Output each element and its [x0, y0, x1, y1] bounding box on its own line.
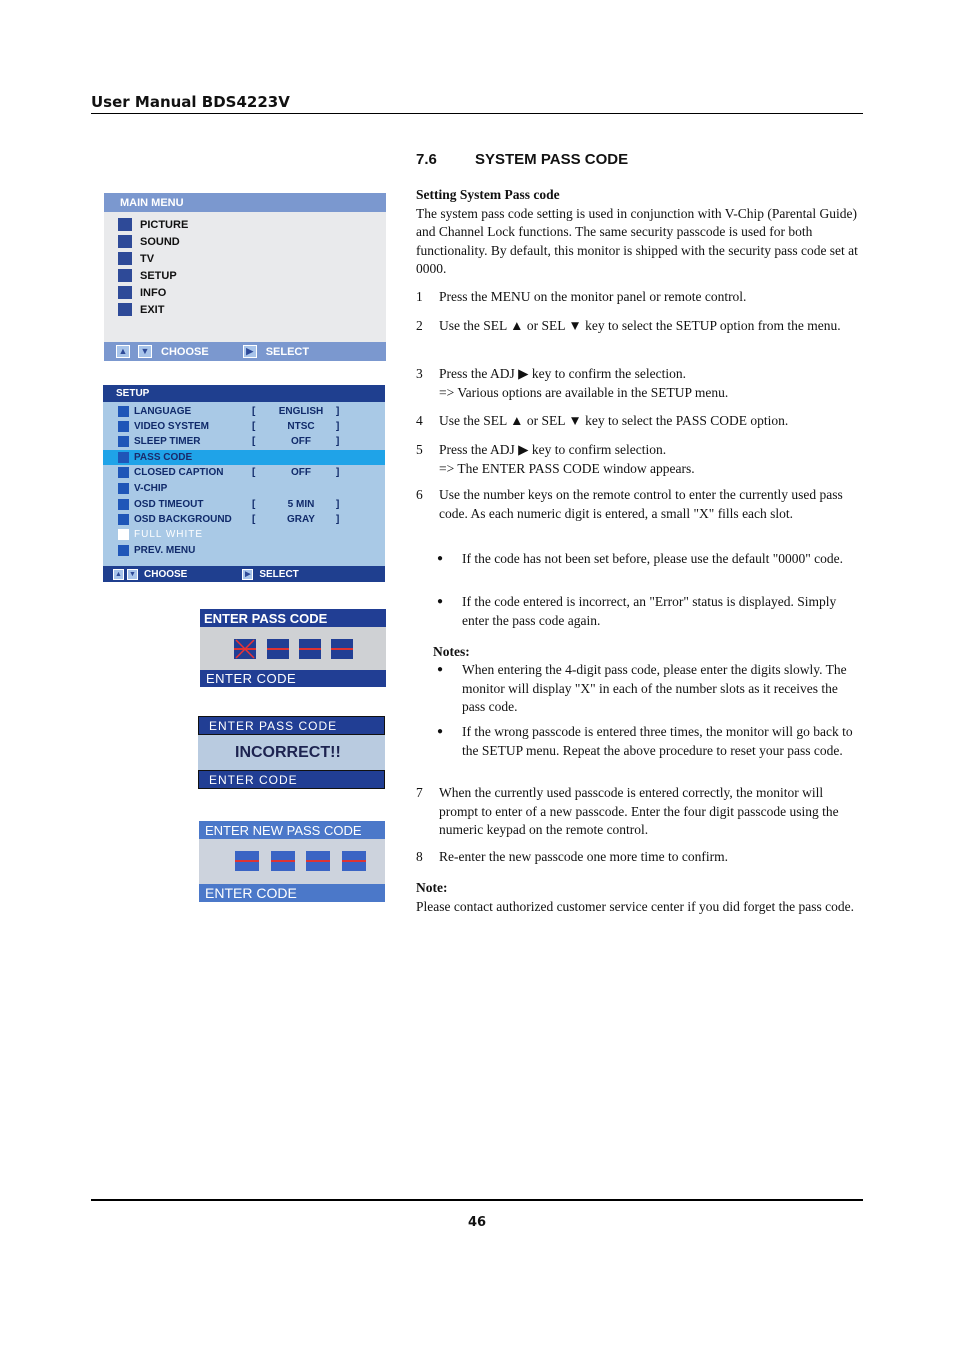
section-number: 7.6 — [416, 151, 437, 168]
setup-row-label: VIDEO SYSTEM — [134, 421, 210, 432]
step-text: Use the SEL ▲ or SEL ▼ key to select the PASS CODE option. — [439, 413, 789, 428]
incorrect-box-footer: ENTER CODE — [198, 770, 385, 789]
bullet-text: If the code has not been set before, please use the default "0000" code. — [462, 551, 843, 566]
code-slot — [271, 851, 295, 871]
language-icon — [118, 406, 129, 417]
main-menu-item — [118, 267, 188, 284]
setup-row-value: NTSC — [287, 421, 315, 432]
setup-menu-title: SETUP — [103, 385, 385, 402]
step-text: Re-enter the new passcode one more time to confirm. — [439, 849, 729, 864]
main-menu-item — [118, 233, 188, 250]
setup-row-closed-caption — [103, 465, 385, 480]
bracket-open: [ — [252, 467, 256, 478]
setup-row-pass-code — [103, 450, 385, 465]
main-menu-item-label: PICTURE — [140, 218, 189, 231]
main-menu-item-label: TV — [140, 252, 155, 265]
step-text: Use the SEL ▲ or SEL ▼ key to select the SETUP option from the menu. — [439, 318, 841, 333]
setup-row-value: OFF — [291, 436, 311, 447]
bracket-close: ] — [336, 421, 340, 432]
setup-row-osd-background — [103, 512, 385, 527]
code-slot — [331, 639, 353, 659]
v-chip-icon — [118, 483, 129, 494]
setup-row-video-system — [103, 419, 385, 434]
subheading: Setting System Pass code — [416, 187, 560, 202]
main-menu-items — [118, 216, 188, 318]
arrow-down-icon: ▼ — [138, 345, 152, 358]
setup-icon — [118, 269, 132, 282]
bullet-text: If the code entered is incorrect, an "Error" status is displayed. Simply enter the pass code again. — [462, 594, 837, 628]
setup-row-label: FULL WHITE — [134, 529, 204, 540]
note-text: If the wrong passcode is entered three times, the monitor will go back to the SETUP menu. Repeat the above procedure to reset your pass code. — [462, 724, 853, 758]
incorrect-message: INCORRECT!! — [235, 744, 341, 761]
closed-caption-icon — [118, 467, 129, 478]
select-label: SELECT — [259, 568, 299, 580]
incorrect-pass-code-screenshot — [198, 716, 385, 789]
bracket-open: [ — [252, 499, 256, 510]
page-number: 46 — [467, 1215, 487, 1230]
step-number: 6 — [416, 487, 423, 502]
step-number: 7 — [416, 785, 423, 800]
step-number: 8 — [416, 849, 423, 864]
setup-row-v-chip — [103, 481, 385, 496]
bullet-glyph: ● — [437, 553, 444, 564]
main-menu-title: MAIN MENU — [104, 193, 386, 212]
main-menu-item-label: INFO — [140, 286, 167, 299]
intro-block — [416, 186, 862, 279]
setup-row-label: OSD TIMEOUT — [134, 499, 204, 510]
setup-row-full-white — [103, 527, 385, 542]
bracket-open: [ — [252, 406, 256, 417]
enter-code-footer: ENTER CODE — [200, 670, 386, 687]
select-label: SELECT — [265, 345, 310, 358]
intro-paragraph: The system pass code setting is used in conjunction with V-Chip (Parental Guide) and Channel Lock functions. The same security passcode is used for both functionality. By default, this monitor is shipped with the security pass code set at 0000. — [416, 205, 858, 277]
note-text: When entering the 4-digit pass code, please enter the digits slowly. The monitor will display "X" in each of the number slots as it receives the pass code. — [462, 662, 847, 715]
setup-row-language — [103, 404, 385, 419]
step-result: => Various options are available in the SETUP menu. — [439, 384, 729, 400]
main-menu-screenshot — [104, 193, 386, 361]
setup-row-value: 5 MIN — [287, 499, 315, 510]
main-menu-item — [118, 284, 188, 301]
exit-icon — [118, 303, 132, 316]
main-menu-footer — [104, 342, 386, 361]
bracket-close: ] — [336, 514, 340, 525]
main-menu-item — [118, 216, 188, 233]
sleep-timer-icon — [118, 436, 129, 447]
choose-label: CHOOSE — [161, 345, 209, 358]
step-text: Press the ADJ ▶ key to confirm the selection. — [439, 366, 686, 381]
setup-row-label: PREV. MENU — [134, 545, 196, 556]
step-body — [439, 441, 862, 478]
setup-row-sleep-timer — [103, 434, 385, 449]
step-number: 3 — [416, 366, 423, 381]
bullet-glyph: ● — [437, 664, 444, 675]
main-menu-item-label: SOUND — [140, 235, 180, 248]
enter-pass-code-title: ENTER PASS CODE — [200, 609, 386, 627]
choose-label: CHOOSE — [144, 568, 188, 580]
setup-menu-screenshot — [103, 385, 385, 582]
prev-menu-icon — [118, 545, 129, 556]
main-menu-item — [118, 301, 188, 318]
main-menu-item-label: SETUP — [140, 269, 177, 282]
footer-rule — [91, 1199, 863, 1201]
header-rule — [91, 113, 863, 114]
step-text: Press the ADJ ▶ key to confirm selection. — [439, 442, 667, 457]
setup-row-label: V-CHIP — [134, 483, 168, 494]
bracket-open: [ — [252, 514, 256, 525]
step-number: 1 — [416, 289, 423, 304]
enter-pass-code-screenshot — [200, 609, 386, 687]
tv-icon — [118, 252, 132, 265]
new-pass-code-footer: ENTER CODE — [199, 884, 385, 902]
setup-row-label: LANGUAGE — [134, 406, 192, 417]
setup-row-label: PASS CODE — [134, 452, 193, 463]
arrow-down-icon: ▼ — [127, 569, 138, 580]
bullet-glyph: ● — [437, 726, 444, 737]
osd-timeout-icon — [118, 499, 129, 510]
bracket-close: ] — [336, 499, 340, 510]
arrow-up-icon: ▲ — [113, 569, 124, 580]
section-title: SYSTEM PASS CODE — [475, 151, 629, 168]
arrow-right-icon: ▶ — [243, 345, 257, 358]
step-number: 4 — [416, 413, 423, 428]
setup-menu-footer — [103, 566, 385, 582]
video-system-icon — [118, 421, 129, 432]
setup-row-value: ENGLISH — [278, 406, 324, 417]
arrow-up-icon: ▲ — [116, 345, 130, 358]
new-pass-code-title: ENTER NEW PASS CODE — [199, 821, 385, 839]
code-slot-filled — [234, 639, 256, 659]
info-icon — [118, 286, 132, 299]
notes-title: Notes: — [433, 644, 470, 659]
code-slot — [299, 639, 321, 659]
sound-icon — [118, 235, 132, 248]
pass-code-icon — [118, 452, 129, 463]
final-note — [416, 879, 862, 916]
x-mark-icon — [234, 639, 256, 659]
setup-row-label: SLEEP TIMER — [134, 436, 201, 447]
step-text: Use the number keys on the remote control to enter the currently used pass code. As each numeric digit is entered, a small "X" fills each slot. — [439, 487, 843, 521]
note-title: Note: — [416, 880, 448, 895]
step-number: 5 — [416, 442, 423, 457]
setup-row-label: OSD BACKGROUND — [134, 514, 232, 525]
code-slot — [342, 851, 366, 871]
header-title: User Manual BDS4223V — [91, 93, 290, 111]
setup-row-label: CLOSED CAPTION — [134, 467, 224, 478]
bracket-close: ] — [336, 467, 340, 478]
main-menu-item-label: EXIT — [140, 303, 165, 316]
bracket-close: ] — [336, 436, 340, 447]
section-heading — [416, 151, 628, 168]
step-number: 2 — [416, 318, 423, 333]
arrow-right-icon: ▶ — [242, 569, 253, 580]
step-text: When the currently used passcode is entered correctly, the monitor will prompt to enter of a new passcode. Enter the four digit passcode using the numeric keypad on the remote control. — [439, 785, 839, 838]
bullet-glyph: ● — [437, 596, 444, 607]
main-menu-item — [118, 250, 188, 267]
setup-row-osd-timeout — [103, 497, 385, 512]
code-slot — [235, 851, 259, 871]
setup-row-value: GRAY — [287, 514, 315, 525]
step-body — [439, 365, 862, 402]
full-white-icon — [118, 529, 129, 540]
note-text: Please contact authorized customer service center if you did forget the pass code. — [416, 898, 854, 914]
setup-row-value: OFF — [291, 467, 311, 478]
step-result: => The ENTER PASS CODE window appears. — [439, 460, 695, 476]
code-slot — [267, 639, 289, 659]
bracket-open: [ — [252, 421, 256, 432]
setup-row-prev-menu — [103, 543, 385, 558]
code-slot — [306, 851, 330, 871]
bracket-close: ] — [336, 406, 340, 417]
step-text: Press the MENU on the monitor panel or remote control. — [439, 289, 747, 304]
incorrect-box-title: ENTER PASS CODE — [198, 716, 385, 735]
picture-icon — [118, 218, 132, 231]
new-pass-code-screenshot — [199, 821, 385, 902]
osd-background-icon — [118, 514, 129, 525]
bracket-open: [ — [252, 436, 256, 447]
